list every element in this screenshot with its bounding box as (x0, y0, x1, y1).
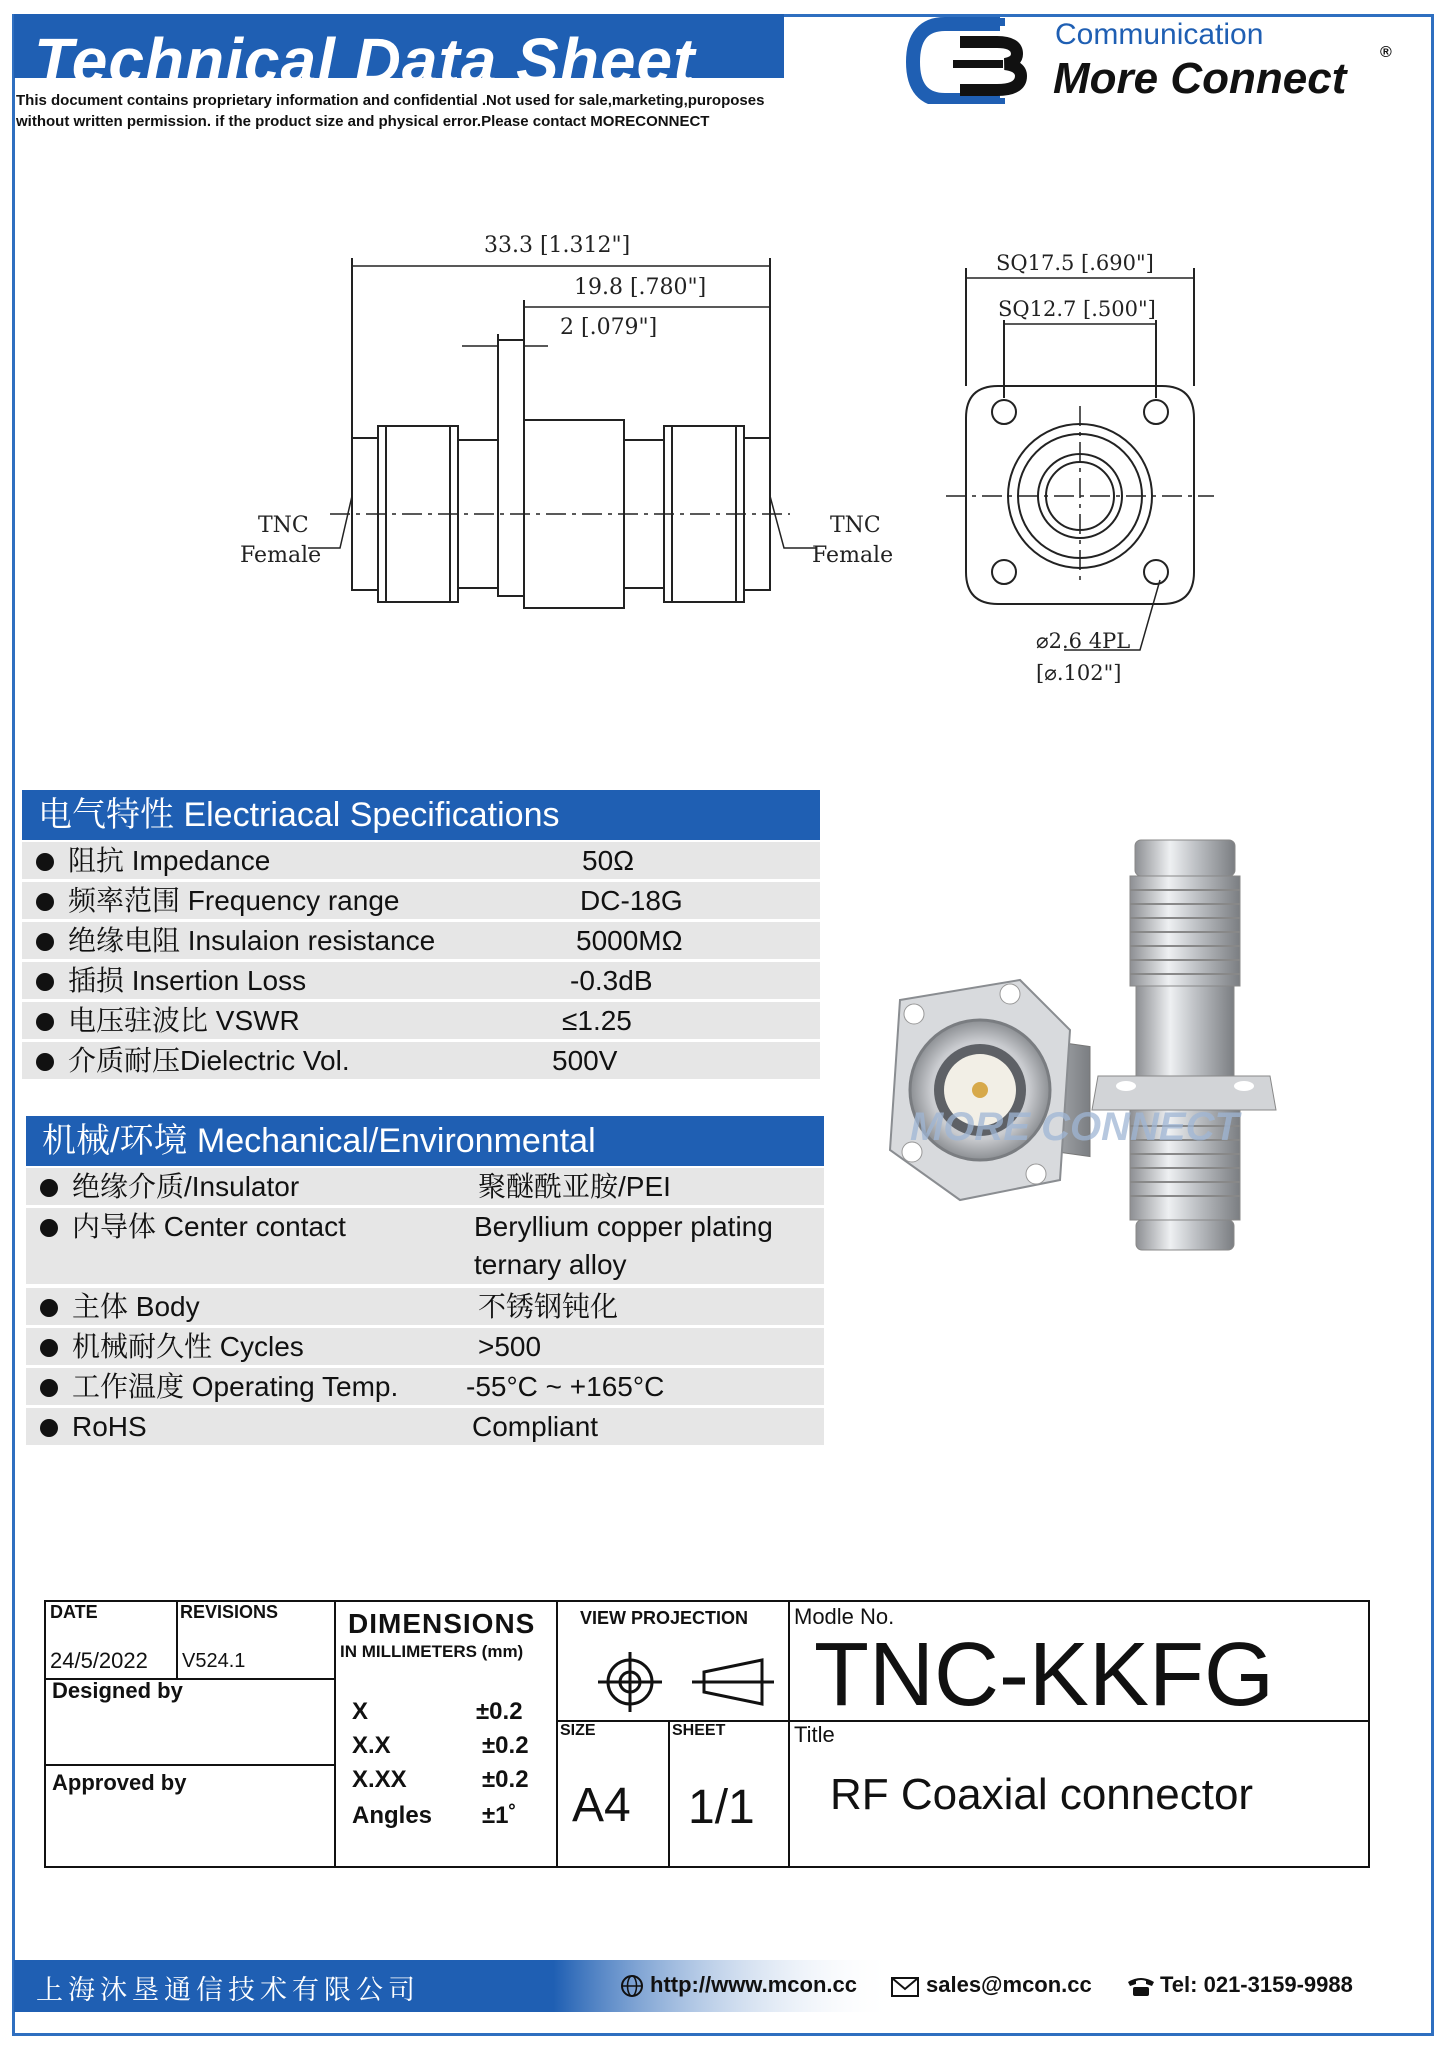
mail-icon (890, 1976, 920, 1998)
title-block: DATE 24/5/2022 REVISIONS V524.1 Designed by Approved by DIMENSIONS IN MILLIMETERS (mm) X ±0.2 X.X ±0.2 X.XX ±0.2 Angles ±1˚ VIEW PROJECTION SIZE A4 SHEET 1/1 Modle No. TNC-KKFG Title RF Coaxial connector (44, 1600, 1370, 1868)
approved-by-label: Approved by (52, 1770, 187, 1795)
spec-row: 介质耐压Dielectric Vol. 500V (22, 1042, 820, 1079)
document-title: Technical Data Sheet (34, 25, 696, 97)
bullet-icon (36, 853, 54, 871)
email-link[interactable]: sales@mcon.cc (926, 1972, 1092, 1997)
registered-mark: ® (1380, 44, 1392, 61)
spec-row: 工作温度 Operating Temp. -55°C ~ +165°C (26, 1368, 824, 1405)
website-link[interactable]: http://www.mcon.cc (650, 1972, 857, 1997)
product-photo (830, 780, 1430, 1300)
left-label-1: TNC (258, 513, 309, 538)
spec-row: 主体 Body 不锈钢钝化 (26, 1288, 824, 1325)
dim-flange: 2 [.079"] (560, 315, 658, 340)
logo-name: More Connect (1053, 54, 1347, 103)
dim-sq-outer: SQ17.5 [.690"] (996, 251, 1154, 275)
phone-number: Tel: 021-3159-9988 (1160, 1972, 1353, 1997)
spec-row: 插损 Insertion Loss -0.3dB (22, 962, 820, 999)
date-value: 24/5/2022 (50, 1648, 148, 1673)
company-name: 上海沐垦通信技术有限公司 (36, 1975, 420, 2006)
spec-row: 阻抗 Impedance 50Ω (22, 842, 820, 879)
spec-row: 绝缘介质/Insulator 聚醚酰亚胺/PEI (26, 1168, 824, 1205)
spec-row: RoHS Compliant (26, 1408, 824, 1445)
sheet-label: SHEET (672, 1722, 726, 1739)
bullet-icon (40, 1299, 58, 1317)
bullet-icon (40, 1219, 58, 1237)
flange (498, 340, 524, 596)
bullet-icon (36, 1053, 54, 1071)
connector-side-view (1092, 840, 1276, 1250)
view-projection-label: VIEW PROJECTION (580, 1608, 749, 1628)
dim-sq-inner: SQ12.7 [.500"] (998, 297, 1156, 321)
technical-drawing (0, 0, 1448, 720)
bullet-icon (36, 893, 54, 911)
spec-row: 内导体 Center contact Beryllium copper plating ternary alloy (26, 1208, 824, 1284)
bullet-icon (40, 1339, 58, 1357)
mechanical-heading: 机械/环境 Mechanical/Environmental (26, 1116, 824, 1166)
dim-hole-2: [⌀.102"] (1036, 661, 1122, 685)
revisions-label: REVISIONS (180, 1602, 279, 1622)
date-label: DATE (50, 1602, 98, 1622)
bullet-icon (36, 933, 54, 951)
bullet-icon (40, 1379, 58, 1397)
dimensions-unit: IN MILLIMETERS (mm) (340, 1642, 524, 1661)
size-label: SIZE (560, 1722, 596, 1739)
size-value: A4 (572, 1779, 631, 1832)
right-label-1: TNC (830, 513, 881, 538)
spec-row: 机械耐久性 Cycles >500 (26, 1328, 824, 1365)
title-label: Title (794, 1722, 835, 1747)
sheet-value: 1/1 (688, 1781, 755, 1834)
spec-row: 电压驻波比 VSWR ≤1.25 (22, 1002, 820, 1039)
logo-tagline: Communication (1055, 18, 1264, 51)
dim-overall: 33.3 [1.312"] (484, 233, 631, 258)
projection-symbol-icon (574, 1646, 784, 1716)
dim-mid: 19.8 [.780"] (574, 275, 707, 300)
bullet-icon (40, 1419, 58, 1437)
photo-watermark: MORE CONNECT (910, 1105, 1239, 1149)
spec-row: 频率范围 Frequency range DC-18G (22, 882, 820, 919)
dimensions-label: DIMENSIONS (348, 1608, 536, 1639)
phone-icon (1126, 1974, 1156, 1998)
model-label: Modle No. (794, 1604, 895, 1629)
model-number: TNC-KKFG (814, 1625, 1274, 1725)
globe-icon (620, 1974, 644, 1998)
designed-by-label: Designed by (52, 1678, 183, 1703)
electrical-heading: 电气特性 Electriacal Specifications (22, 790, 820, 840)
bullet-icon (36, 1013, 54, 1031)
notice-line-1: This document contains proprietary information and confidential .Not used for sale,marketing,puroposes (16, 92, 765, 109)
left-label-2: Female (240, 543, 322, 568)
spec-row: 绝缘电阻 Insulaion resistance 5000MΩ (22, 922, 820, 959)
product-title: RF Coaxial connector (830, 1770, 1254, 1819)
bullet-icon (40, 1179, 58, 1197)
notice-line-2: without written permission. if the product size and physical error.Please contact MORECONNECT (16, 113, 710, 130)
revisions-value: V524.1 (182, 1650, 246, 1672)
bullet-icon (36, 973, 54, 991)
connector-front-view (890, 980, 1090, 1200)
footer-bar (14, 1960, 1434, 2012)
dim-hole-1: ⌀2.6 4PL (1036, 629, 1131, 653)
right-label-2: Female (812, 543, 894, 568)
